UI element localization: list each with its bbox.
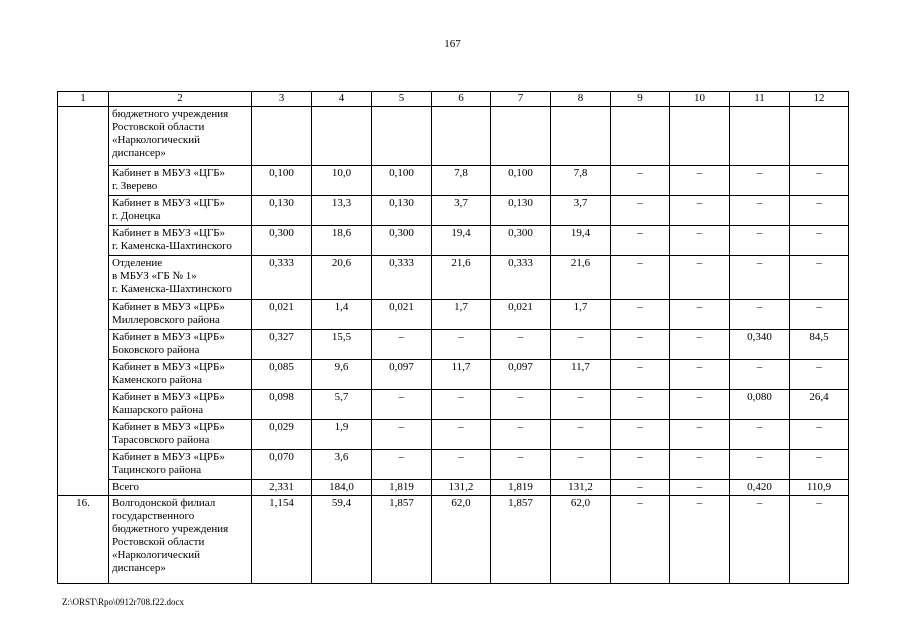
total-value-cell: 1,819: [491, 480, 551, 496]
total-value-cell: 131,2: [432, 480, 491, 496]
value-cell: –: [730, 450, 790, 480]
value-cell: –: [611, 450, 670, 480]
value-cell: 0,100: [252, 166, 312, 196]
value-cell: 0,021: [372, 300, 432, 330]
value-cell: 0,021: [252, 300, 312, 330]
value-cell: 0,333: [372, 256, 432, 300]
value-cell: 0,130: [491, 196, 551, 226]
total-value-cell: 1,819: [372, 480, 432, 496]
value-cell: –: [551, 390, 611, 420]
value-cell: 18,6: [312, 226, 372, 256]
name-line: Тацинского района: [112, 464, 202, 476]
value-cell: 84,5: [790, 330, 849, 360]
value-cell: –: [670, 300, 730, 330]
total-value-cell: –: [611, 480, 670, 496]
value-cell: –: [491, 450, 551, 480]
name-cell: [109, 360, 252, 390]
data-table: [57, 91, 849, 584]
table-row: [58, 166, 849, 196]
value-cell: 1,857: [491, 496, 551, 584]
value-cell: –: [611, 166, 670, 196]
table-row: [58, 496, 849, 584]
value-cell: –: [730, 360, 790, 390]
name-line: Боковского района: [112, 344, 200, 356]
total-value-cell: 2,331: [252, 480, 312, 496]
total-value-cell: 0,420: [730, 480, 790, 496]
value-cell: 5,7: [312, 390, 372, 420]
name-line: Кабинет в МБУЗ «ЦРБ»: [112, 421, 225, 433]
value-cell: –: [730, 196, 790, 226]
value-cell: –: [611, 196, 670, 226]
name-line: Кашарского района: [112, 404, 204, 416]
value-cell: 0,130: [372, 196, 432, 226]
value-cell: 0,333: [491, 256, 551, 300]
name-cell: [109, 450, 252, 480]
value-cell: –: [611, 390, 670, 420]
name-line: Кабинет в МБУЗ «ЦРБ»: [112, 361, 225, 373]
name-line: Кабинет в МБУЗ «ЦРБ»: [112, 451, 225, 463]
value-cell: 0,327: [252, 330, 312, 360]
value-cell: –: [611, 226, 670, 256]
name-cell: Волгодонской филиал государственного бюджетного учреждения Ростовской области «Наркологический диспансер»: [109, 496, 252, 584]
file-path-footer: Z:\ORST\Rpo\0912r708.f22.docx: [62, 597, 184, 607]
value-cell: 3,6: [312, 450, 372, 480]
value-cell: 0,300: [372, 226, 432, 256]
value-cell: 7,8: [432, 166, 491, 196]
header-cell: 3: [252, 92, 312, 107]
value-cell: 0,130: [252, 196, 312, 226]
value-cell: –: [372, 450, 432, 480]
value-cell: 0,333: [252, 256, 312, 300]
name-line: Кабинет в МБУЗ «ЦГБ»: [112, 197, 226, 209]
value-cell: –: [790, 300, 849, 330]
value-cell: 1,4: [312, 300, 372, 330]
value-cell: 0,300: [252, 226, 312, 256]
name-line: в МБУЗ «ГБ № 1»: [112, 270, 197, 282]
value-cell: 15,5: [312, 330, 372, 360]
header-cell: 10: [670, 92, 730, 107]
total-row: [58, 480, 849, 496]
value-cell: 21,6: [432, 256, 491, 300]
value-cell: –: [790, 360, 849, 390]
value-cell: –: [611, 256, 670, 300]
name-cell: [109, 390, 252, 420]
value-cell: –: [670, 390, 730, 420]
header-cell: 8: [551, 92, 611, 107]
value-cell: 11,7: [551, 360, 611, 390]
header-cell: 1: [58, 92, 109, 107]
value-cell: –: [432, 450, 491, 480]
value-cell: –: [790, 496, 849, 584]
value-cell: –: [730, 166, 790, 196]
name-cell: [109, 330, 252, 360]
page-number: 167: [444, 38, 461, 50]
name-line: Кабинет в МБУЗ «ЦГБ»: [112, 167, 226, 179]
value-cell: –: [372, 420, 432, 450]
name-line: Кабинет в МБУЗ «ЦРБ»: [112, 301, 225, 313]
header-cell: 4: [312, 92, 372, 107]
value-cell: 0,070: [252, 450, 312, 480]
table-row: [58, 107, 849, 166]
value-cell: –: [790, 420, 849, 450]
value-cell: 13,3: [312, 196, 372, 226]
name-line: Кабинет в МБУЗ «ЦРБ»: [112, 331, 225, 343]
value-cell: 0,097: [372, 360, 432, 390]
value-cell: 0,340: [730, 330, 790, 360]
header-cell: 9: [611, 92, 670, 107]
name-cell: [109, 300, 252, 330]
value-cell: –: [432, 420, 491, 450]
value-cell: 0,080: [730, 390, 790, 420]
name-cell: [109, 420, 252, 450]
name-line: Миллеровского района: [112, 314, 220, 326]
value-cell: 62,0: [551, 496, 611, 584]
header-cell: 7: [491, 92, 551, 107]
value-cell: –: [372, 390, 432, 420]
value-cell: 7,8: [551, 166, 611, 196]
value-cell: –: [790, 450, 849, 480]
value-cell: 21,6: [551, 256, 611, 300]
value-cell: –: [730, 256, 790, 300]
value-cell: –: [432, 390, 491, 420]
name-cell: [109, 166, 252, 196]
value-cell: 20,6: [312, 256, 372, 300]
name-line: Кабинет в МБУЗ «ЦРБ»: [112, 391, 225, 403]
value-cell: –: [670, 166, 730, 196]
value-cell: –: [491, 330, 551, 360]
value-cell: –: [611, 420, 670, 450]
value-cell: –: [551, 450, 611, 480]
value-cell: –: [790, 226, 849, 256]
value-cell: 19,4: [551, 226, 611, 256]
total-value-cell: 184,0: [312, 480, 372, 496]
value-cell: –: [670, 496, 730, 584]
value-cell: –: [670, 360, 730, 390]
name-line: г. Каменска-Шахтинского: [112, 283, 232, 295]
header-cell: 12: [790, 92, 849, 107]
value-cell: –: [611, 360, 670, 390]
value-cell: 0,021: [491, 300, 551, 330]
value-cell: –: [551, 420, 611, 450]
value-cell: 62,0: [432, 496, 491, 584]
table-row: [58, 390, 849, 420]
value-cell: 0,085: [252, 360, 312, 390]
name-line: Каменского района: [112, 374, 202, 386]
name-cell: [109, 226, 252, 256]
value-cell: 1,857: [372, 496, 432, 584]
total-value-cell: 131,2: [551, 480, 611, 496]
name-cell: [109, 256, 252, 300]
value-cell: –: [551, 330, 611, 360]
value-cell: 0,100: [491, 166, 551, 196]
value-cell: 1,7: [551, 300, 611, 330]
value-cell: –: [432, 330, 491, 360]
value-cell: 1,9: [312, 420, 372, 450]
table-row: [58, 300, 849, 330]
value-cell: 0,097: [491, 360, 551, 390]
value-cell: –: [730, 420, 790, 450]
table-row: [58, 360, 849, 390]
value-cell: 0,098: [252, 390, 312, 420]
table-row: [58, 256, 849, 300]
value-cell: 0,100: [372, 166, 432, 196]
header-cell: 5: [372, 92, 432, 107]
value-cell: –: [790, 196, 849, 226]
value-cell: 1,154: [252, 496, 312, 584]
table-row: [58, 420, 849, 450]
value-cell: –: [730, 300, 790, 330]
table-row: [58, 196, 849, 226]
value-cell: 3,7: [432, 196, 491, 226]
value-cell: –: [790, 256, 849, 300]
value-cell: –: [670, 450, 730, 480]
value-cell: –: [730, 496, 790, 584]
value-cell: –: [491, 390, 551, 420]
value-cell: –: [670, 226, 730, 256]
name-cell: [109, 196, 252, 226]
value-cell: 0,029: [252, 420, 312, 450]
table-row: [58, 450, 849, 480]
value-cell: 11,7: [432, 360, 491, 390]
value-cell: –: [611, 330, 670, 360]
value-cell: –: [670, 196, 730, 226]
name-cell: бюджетного учреждения Ростовской области «Наркологический диспансер»: [109, 107, 252, 166]
value-cell: –: [491, 420, 551, 450]
total-value-cell: 110,9: [790, 480, 849, 496]
name-line: Отделение: [112, 257, 163, 269]
value-cell: –: [730, 226, 790, 256]
value-cell: 26,4: [790, 390, 849, 420]
total-label: Всего: [109, 480, 252, 496]
name-line: Тарасовского района: [112, 434, 210, 446]
header-cell: 6: [432, 92, 491, 107]
row-index-cell: [58, 107, 109, 496]
value-cell: 19,4: [432, 226, 491, 256]
name-line: г. Зверево: [112, 180, 158, 192]
total-value-cell: –: [670, 480, 730, 496]
value-cell: 59,4: [312, 496, 372, 584]
table-body: [58, 92, 849, 584]
header-cell: 2: [109, 92, 252, 107]
value-cell: 1,7: [432, 300, 491, 330]
table-row: [58, 226, 849, 256]
name-line: г. Донецка: [112, 210, 161, 222]
name-line: г. Каменска-Шахтинского: [112, 240, 232, 252]
value-cell: –: [670, 420, 730, 450]
value-cell: –: [611, 496, 670, 584]
value-cell: –: [611, 300, 670, 330]
header-row: [58, 92, 849, 107]
value-cell: 10,0: [312, 166, 372, 196]
value-cell: –: [670, 330, 730, 360]
row-index-cell: 16.: [58, 496, 109, 584]
value-cell: –: [790, 166, 849, 196]
value-cell: 3,7: [551, 196, 611, 226]
header-cell: 11: [730, 92, 790, 107]
table-row: [58, 330, 849, 360]
value-cell: –: [372, 330, 432, 360]
value-cell: 9,6: [312, 360, 372, 390]
name-line: Кабинет в МБУЗ «ЦГБ»: [112, 227, 226, 239]
value-cell: –: [670, 256, 730, 300]
value-cell: 0,300: [491, 226, 551, 256]
